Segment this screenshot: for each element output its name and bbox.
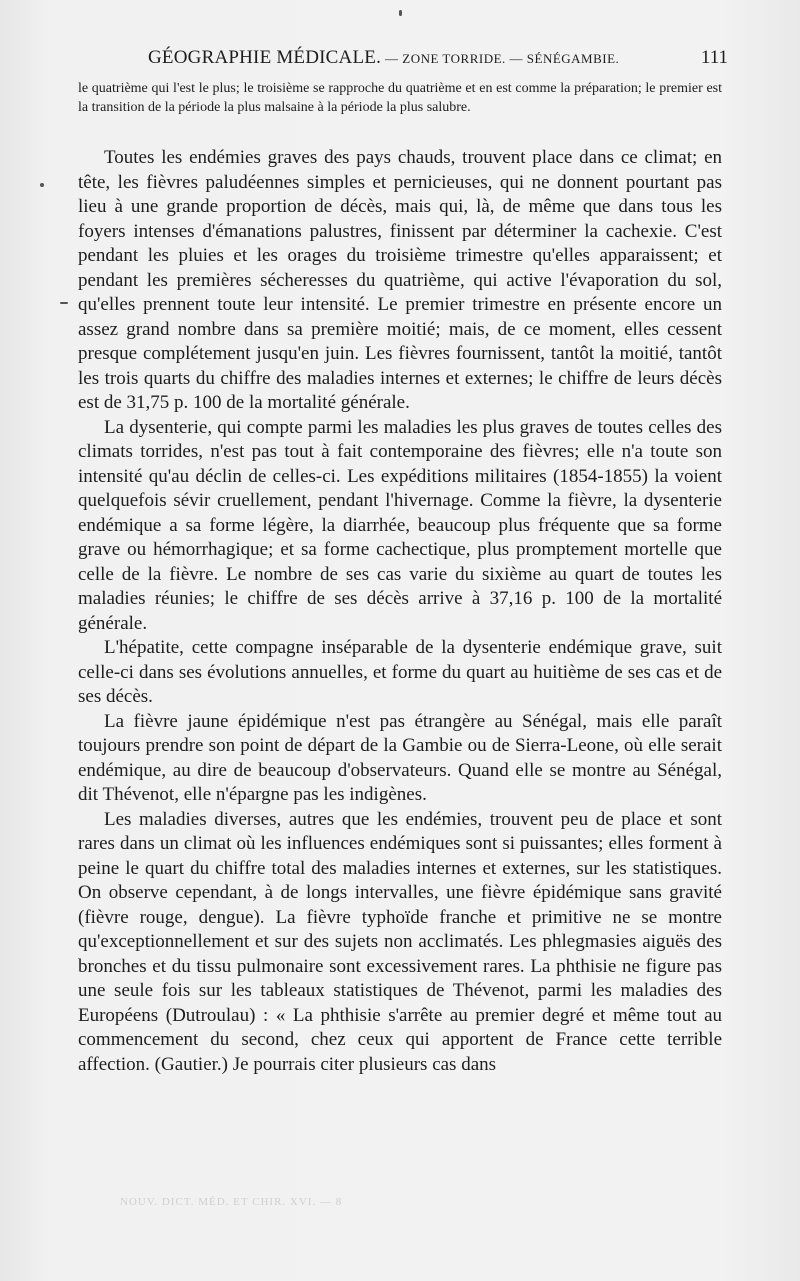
page-number: 111 <box>700 47 728 68</box>
margin-dash <box>60 302 68 304</box>
faint-footer: NOUV. DICT. MÉD. ET CHIR. XVI. — 8 <box>120 1196 343 1208</box>
small-print-note: le quatrième qui l'est le plus; le troisième se rapproche du quatrième et en est comme la préparation; le premier est la transition de la période la plus malsaine à la période la plus salubre. <box>78 81 722 115</box>
paragraph-maladies-diverses: Les maladies diverses, autres que les endémies, trouvent peu de place et sont rares dans un climat où les influences endémiques sont si puissantes; elles forment à peine le quart du chiffre total des maladies internes et externes, sur les statistiques. On observe cependant, à de longs intervalles, une fièvre épidémique sans gravité (fièvre rouge, dengue). La fièvre typhoïde franche et primitive ne se montre qu'exceptionnellement et sur des sujets non acclimatés. Les phlegmasies aiguës des bronches et du tissu pulmonaire sont excessivement rares. La phthisie ne figure pas une seule fois sur les tableaux statistiques de Thévenot, parmi les maladies des Européens (Dutroulau) : « La phthisie s'arrête au premier degré et même tout au commencement du second, chez ceux qui apportent de France cette terrible affection. (Gautier.) Je pourrais citer plusieurs cas dans <box>78 808 722 1075</box>
ink-speck <box>399 10 402 16</box>
margin-mark <box>40 183 44 187</box>
main-text <box>78 146 722 1077</box>
paragraph-fievre-jaune: La fièvre jaune épidémique n'est pas étrangère au Sénégal, mais elle paraît toujours prendre son point de départ de la Gambie ou de Sierra-Leone, où elle serait endémique, au dire de beaucoup d'observateurs. Quand elle se montre au Sénégal, dit Thévenot, elle n'épargne pas les indigènes. <box>78 710 722 805</box>
paragraph-hepatite: L'hépatite, cette compagne inséparable de la dysenterie endémique grave, suit celle-ci dans ses évolutions annuelles, et forme du quart au huitième de ses cas et de ses décès. <box>78 637 722 707</box>
paragraph-fievres: Toutes les endémies graves des pays chauds, trouvent place dans ce climat; en tête, les fièvres paludéennes simples et pernicieuses, qui ne donnent pourtant pas lieu à une grande proportion de décès, mais qui, là, de même que dans tous les foyers intenses d'émanations palustres, finissent par déterminer la cachexie. C'est pendant les pluies et les orages du troisième trimestre qu'elles apparaissent; et pendant les premières sécheresses du quatrième, qui active l'évaporation du sol, qu'elles prennent toute leur intensité. Le premier trimestre en présente encore un assez grand nombre dans sa première moitié; mais, de ce moment, elles cessent presque complétement jusqu'en juin. Les fièvres fournissent, tantôt la moitié, tantôt les trois quarts du chiffre des maladies internes et externes; le chiffre de leurs décès est de 31,75 p. 100 de la mortalité générale. <box>78 147 722 413</box>
header-title: GÉOGRAPHIE MÉDICALE. <box>148 47 382 68</box>
paragraph-dysenterie: La dysenterie, qui compte parmi les maladies les plus graves de toutes celles des climats torrides, n'est pas tout à fait contemporaine des fièvres; elle n'a toute son intensité qu'au déclin de celles-ci. Les expéditions militaires (1854-1855) la voient quelquefois sévir cruellement, pendant l'hivernage. Comme la fièvre, la dysenterie endémique a sa forme légère, la diarrhée, beaucoup plus fréquente que sa forme grave ou hémorrhagique; et sa forme cachectique, plus promptement mortelle que celle de la fièvre. Le nombre de ses cas varie du sixième au quart de toutes les maladies réunies; le chiffre de ses décès arrive à 37,16 p. 100 de la mortalité générale. <box>78 416 722 634</box>
header-zone: — ZONE TORRIDE. — SÉNÉGAMBIE. <box>385 51 620 66</box>
running-header <box>148 47 728 73</box>
